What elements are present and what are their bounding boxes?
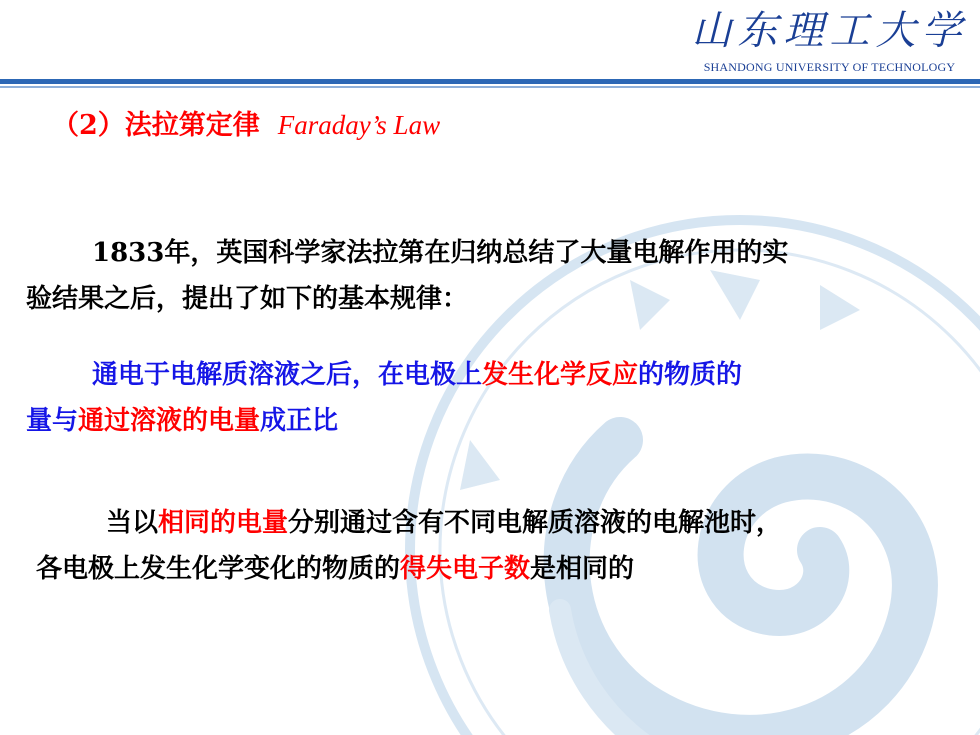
text-segment: 是相同的 [530,554,635,584]
paragraph-corollary [36,500,966,592]
header-rule-thin [0,86,980,88]
text-segment: 分别通过含有不同电解质溶液的电解池时， [288,508,783,538]
title-chinese: （2）法拉第定律 [52,110,260,141]
paragraph-history [26,230,956,322]
paragraph-line [36,500,966,546]
title-english: Faraday’s Law [277,110,441,140]
text-segment: 当以 [106,508,159,538]
highlight-segment: 发生化学反应 [482,360,639,390]
university-logo [687,8,972,78]
text-segment: 成正比 [260,406,339,436]
paragraph-line [26,352,956,398]
paragraph-line: 验结果之后，提出了如下的基本规律： [26,284,469,314]
paragraph-line: 1833年，英国科学家法拉第在归纳总结了大量电解作用的实 [92,238,789,268]
slide-header [0,0,980,90]
text-segment: 的物质的 [638,360,743,390]
header-rule-thick [0,79,980,84]
logo-english-name: SHANDONG UNIVERSITY OF TECHNOLOGY [703,60,956,74]
highlight-segment: 得失电子数 [400,554,531,584]
highlight-segment: 相同的电量 [158,508,289,538]
slide-title [52,102,440,149]
text-segment: 各电极上发生化学变化的物质的 [36,554,401,584]
text-segment: 通电于电解质溶液之后，在电极上 [92,360,483,390]
paragraph-line [36,546,966,592]
paragraph-law-statement [26,352,956,444]
highlight-segment: 通过溶液的电量 [78,406,261,436]
paragraph-line [26,398,956,444]
logo-calligraphy: 山东理工大学 [691,8,968,54]
text-segment: 量与 [26,406,79,436]
